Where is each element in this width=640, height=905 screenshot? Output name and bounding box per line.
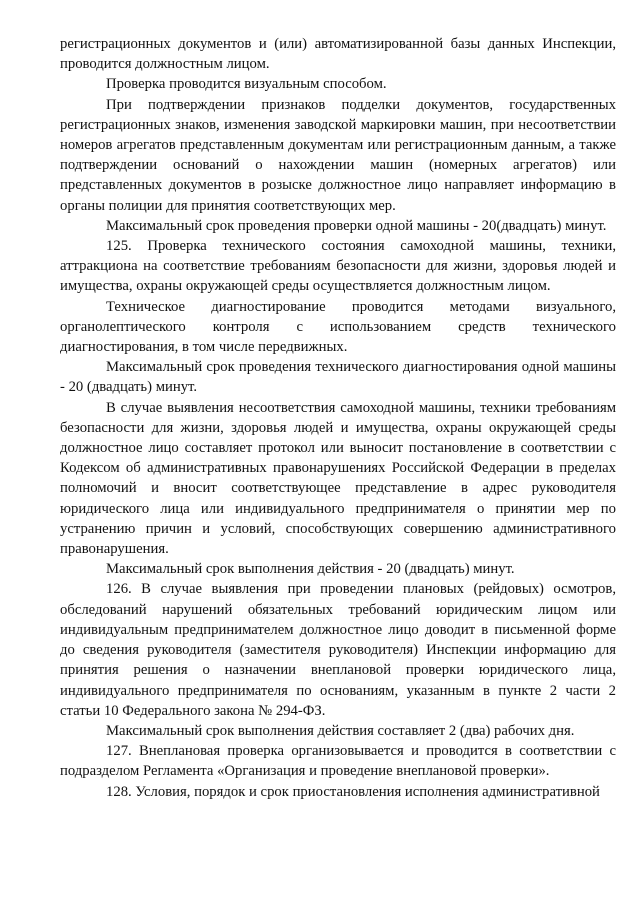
paragraph-max-time-check: Максимальный срок проведения проверки одной машины - 20(двадцать) минут.: [106, 217, 607, 234]
paragraph-127: 127. Внеплановая проверка организовывается и проводится в соответствии с подразделом Регламента «Организация и проведение внеплановой проверки».: [60, 743, 616, 780]
paragraph-max-time-diagnostics: Максимальный срок проведения технического диагностирования одной машины - 20 (двадцать) минут.: [60, 359, 616, 396]
paragraph-126: 126. В случае выявления при проведении плановых (рейдовых) осмотров, обследований нарушений обязательных требований юридическим лицом или индивидуальным предпринимателем должностное лицо доводит в письменной форме до сведения руководителя (заместителя руководителя) Инспекции информацию для принятия решения о назначении внеплановой проверки юридического лица, индивидуального предпринимателя по основаниям, указанным в пункте 2 части 2 статьи 10 Федерального закона № 294-ФЗ.: [60, 581, 616, 719]
paragraph-nonconformity: В случае выявления несоответствия самоходной машины, техники требованиям безопасности для жизни, здоровья людей и имущества, охраны окружающей среды должностное лицо составляет протокол или выносит постановление в соответствии с Кодексом об административных правонарушениях Российской Федерации в пределах полномочий и вносит соответствующее представление в адрес руководителя юридического лица или индивидуального предпринимателя о принятии мер по устранению причин и условий, способствующих совершению административного правонарушения.: [60, 399, 616, 558]
paragraph-visual-check: Проверка проводится визуальным способом.: [106, 76, 387, 93]
paragraph-125: 125. Проверка технического состояния самоходной машины, техники, аттракциона на соответствие требованиям безопасности для жизни, здоровья людей и имущества, охраны окружающей среды осуществляется должностным лицом.: [60, 238, 616, 295]
paragraph-max-time-action: Максимальный срок выполнения действия - 20 (двадцать) минут.: [106, 561, 515, 578]
paragraph-128: 128. Условия, порядок и срок приостановления исполнения административной: [106, 783, 600, 800]
paragraph-diagnostics: Техническое диагностирование проводится методами визуального, органолептического контроля с использованием средств технического диагностирования, в том числе передвижных.: [60, 298, 616, 356]
paragraph-max-time-days: Максимальный срок выполнения действия составляет 2 (два) рабочих дня.: [106, 722, 575, 739]
paragraph-continuation: регистрационных документов и (или) автоматизированной базы данных Инспекции, проводится должностным лицом.: [60, 36, 616, 73]
paragraph-forgery-signs: При подтверждении признаков подделки документов, государственных регистрационных знаков, изменения заводской маркировки машин, при несоответствии номеров агрегатов представленным документам или регистрационным данным, а также подтверждении оснований о нахождении машин (номерных агрегатов) или представленных документов в розыске должностное лицо направляет информацию в органы полиции для принятия соответствующих мер.: [60, 96, 616, 214]
